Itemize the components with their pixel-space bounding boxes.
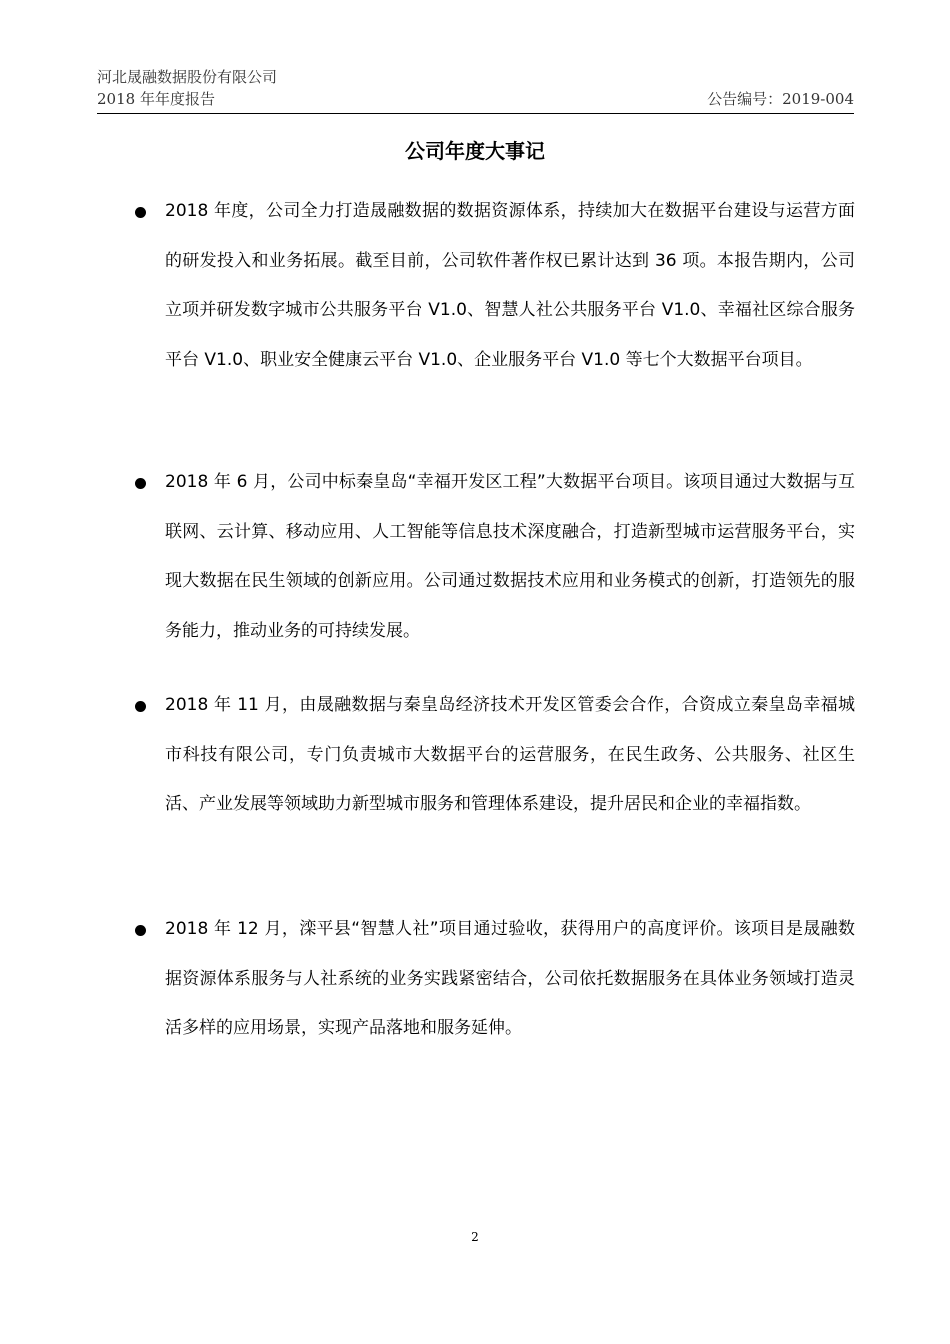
bullet-icon	[135, 925, 146, 936]
bullet-icon	[135, 207, 146, 218]
bullet-icon	[135, 701, 146, 712]
page-title: 公司年度大事记	[405, 139, 545, 163]
company-name: 河北晟融数据股份有限公司	[97, 68, 278, 86]
event-item: 2018 年 12 月，滦平县“智慧人社”项目通过验收，获得用户的高度评价。该项目是晟融数据资源体系服务与人社系统的业务实践紧密结合，公司依托数据服务在具体业务领域打造灵活多样的应用场景，实现产品落地和服务延伸。	[165, 919, 855, 1038]
header-row	[97, 88, 854, 110]
notice-number: 公告编号：2019-004	[707, 90, 854, 108]
event-item: 2018 年度，公司全力打造晟融数据的数据资源体系，持续加大在数据平台建设与运营方面的研发投入和业务拓展。截至目前，公司软件著作权已累计达到 36 项。本报告期内，公司立项并研发数字城市公共服务平台 V1.0、智慧人社公共服务平台 V1.0、幸福社区综合服务平台 V1.0、职业安全健康云平台 V1.0、企业服务平台 V1.0 等七个大数据平台项目。	[165, 201, 855, 370]
page-header	[97, 66, 854, 110]
bullet-icon	[135, 478, 146, 489]
event-item: 2018 年 6 月，公司中标秦皇岛“幸福开发区工程”大数据平台项目。该项目通过大数据与互联网、云计算、移动应用、人工智能等信息技术深度融合，打造新型城市运营服务平台，实现大数据在民生领域的创新应用。公司通过数据技术应用和业务模式的创新，打造领先的服务能力，推动业务的可持续发展。	[165, 472, 855, 641]
header-divider	[97, 113, 854, 114]
event-item: 2018 年 11 月，由晟融数据与秦皇岛经济技术开发区管委会合作，合资成立秦皇岛幸福城市科技有限公司，专门负责城市大数据平台的运营服务，在民生政务、公共服务、社区生活、产业发展等领域助力新型城市服务和管理体系建设，提升居民和企业的幸福指数。	[165, 695, 855, 814]
page-number: 2	[471, 1230, 479, 1244]
report-name: 2018 年年度报告	[97, 90, 215, 108]
